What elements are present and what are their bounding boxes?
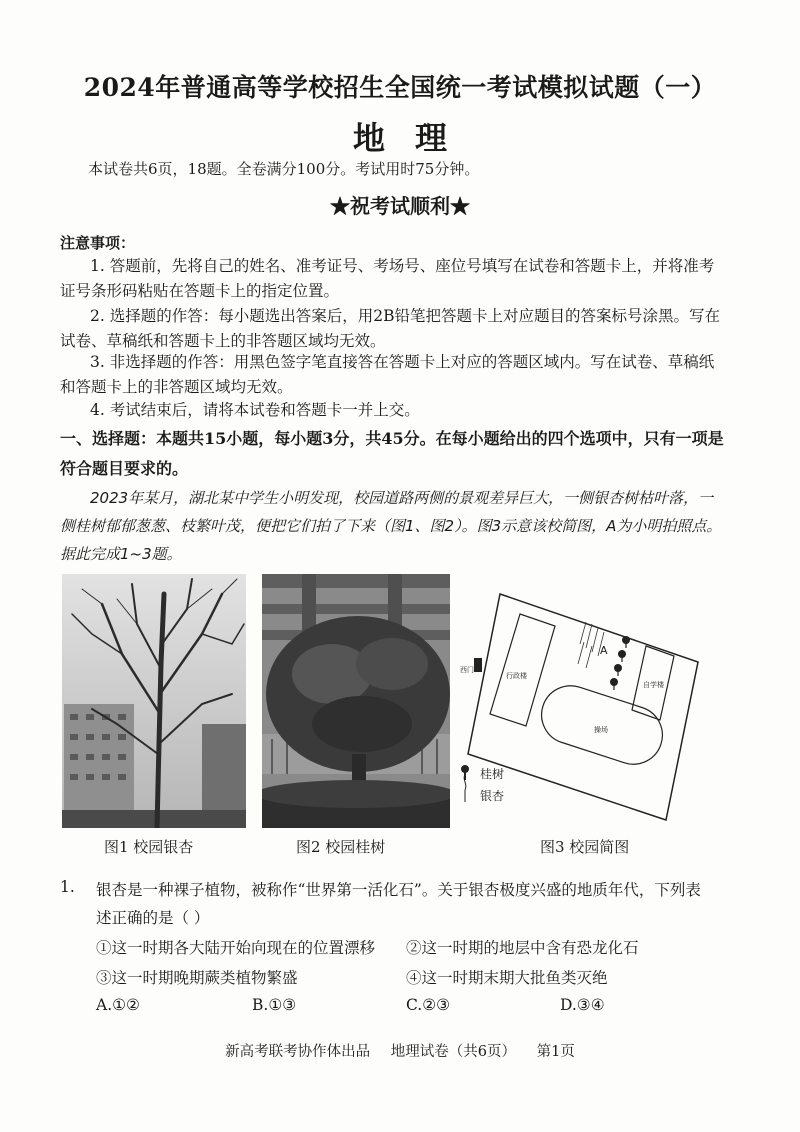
question-stem-line2: 述正确的是（ ） [96,909,210,927]
map-field-label: 操场 [594,726,608,734]
question-context: 2023年某月，湖北某中学生小明发现，校园道路两侧的景观差异巨大，一侧银杏树枯叶落，一侧桂树郁郁葱葱、枝繁叶茂，便把它们拍了下来（图1、图2）。图3示意该校简图，A为小明拍照点。据此完成1~3题。 [60,489,722,563]
figure1-caption: 图1 校园银杏 [104,838,194,856]
figure3-caption: 图3 校园简图 [540,838,630,856]
map-study-label: 自学楼 [643,681,664,689]
statement-1: ①这一时期各大陆开始向现在的位置漂移 [96,939,376,957]
legend-ginkgo-label: 银杏 [480,789,505,803]
osmanthus-photo [262,574,450,828]
ginkgo-photo [62,574,246,828]
subject-title: 地理 [352,119,477,157]
map-point-a: A [600,644,608,657]
question-number: 1. [60,878,75,896]
footer-page-number: 第1页 [536,1044,575,1060]
map-gate-label: 西门 [460,666,474,674]
option-d: D.③④ [560,996,605,1014]
campus-map [460,574,704,828]
statement-3: ③这一时期晚期蕨类植物繁盛 [96,969,298,987]
question-stem-line1: 银杏是一种裸子植物，被称作“世界第一活化石”。关于银杏极度兴盛的地质年代，下列表 [96,881,701,899]
notice-item-3: 3. 非选择题的作答：用黑色签字笔直接答在答题卡上对应的答题区域内。写在试卷、草稿纸和答题卡上的非答题区域均无效。 [60,353,715,396]
figure2-caption: 图2 校园桂树 [296,838,386,856]
page-footer [0,1040,800,1061]
option-b: B.①③ [252,996,297,1014]
good-luck-banner: ★祝考试顺利★ [330,194,470,218]
legend-osmanthus-label: 桂树 [480,767,505,781]
notice-item-2: 2. 选择题的作答：每小题选出答案后，用2B铅笔把答题卡上对应题目的答案标号涂黑。写在试卷、草稿纸和答题卡上的非答题区域均无效。 [60,307,720,350]
option-c: C.②③ [406,996,451,1014]
map-admin-label: 行政楼 [506,672,527,680]
notice-heading: 注意事项： [60,234,136,252]
exam-title: 2024年普通高等学校招生全国统一考试模拟试题（一） [83,73,717,102]
section-heading: 一、选择题：本题共15小题，每小题3分，共45分。在每小题给出的四个选项中，只有一项是符合题目要求的。 [60,429,724,478]
footer-publisher: 新高考联考协作体出品 [225,1044,371,1060]
statement-4: ④这一时期末期大批鱼类灭绝 [406,969,608,987]
exam-intro: 本试卷共6页，18题。全卷满分100分。考试用时75分钟。 [88,160,480,178]
notice-item-4: 4. 考试结束后，请将本试卷和答题卡一并上交。 [90,401,420,419]
option-a: A.①② [96,996,140,1014]
statement-2: ②这一时期的地层中含有恐龙化石 [406,939,639,957]
footer-paper: 地理试卷（共6页） [390,1044,516,1060]
notice-item-1: 1. 答题前，先将自己的姓名、准考证号、考场号、座位号填写在试卷和答题卡上，并将准考证号条形码粘贴在答题卡上的指定位置。 [60,257,715,300]
